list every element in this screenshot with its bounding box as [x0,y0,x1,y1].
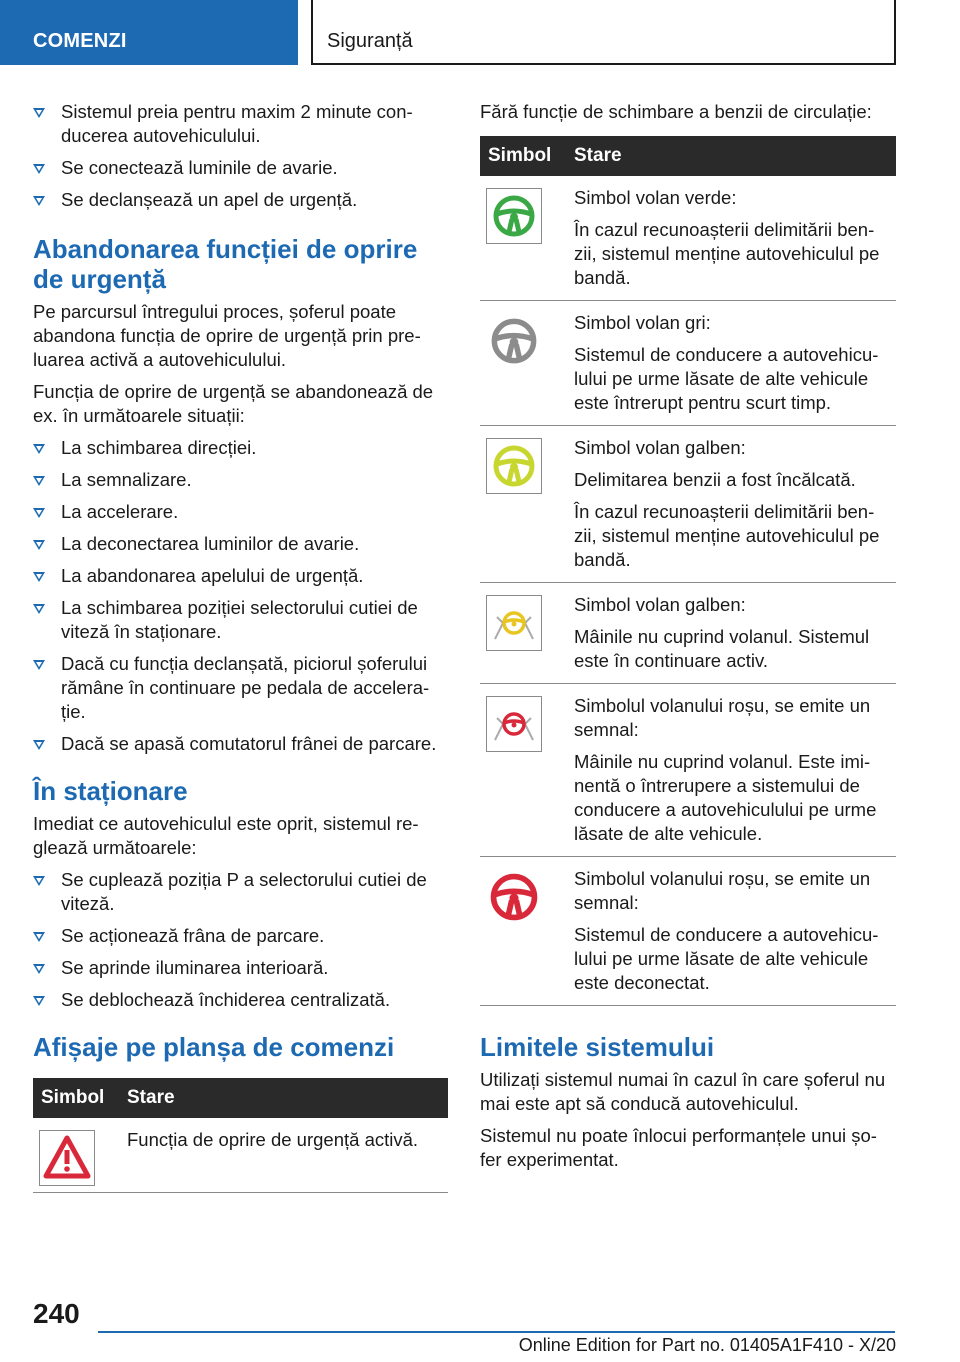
list-item: La semnalizare. [33,468,448,492]
list-item: Se cuplează poziția P a selectorului cutiei de viteză. [33,868,448,916]
abandon-situations-list [33,436,448,756]
bullet-triangle-icon [33,476,45,486]
symbol-cell [480,684,566,857]
table-row [480,583,896,684]
table-row [33,1118,448,1193]
paragraph: Sistemul nu poate înlocui performanțele unui șo-fer experimentat. [480,1125,877,1170]
state-cell: Simbol volan galben: Mâinile nu cuprind volanul. Sistemul este în continuare activ. [566,583,896,684]
symbol-cell [33,1118,119,1193]
bullet-triangle-icon [33,996,45,1006]
bullet-triangle-icon [33,164,45,174]
list-item: Se declanșează un apel de urgență. [33,188,448,212]
state-cell: Simbol volan verde: În cazul recunoașterii delimitării ben-zii, sistemul menține autovehiculul pe bandă. [566,176,896,301]
list-item: Dacă se apasă comutatorul frânei de parcare. [33,732,448,756]
symbol-cell [480,857,566,1006]
table-row [480,684,896,857]
state-cell: Funcția de oprire de urgență activă. [119,1118,448,1193]
steering-wheel-gray-icon [486,313,542,369]
warning-triangle-icon [39,1130,95,1186]
bullet-triangle-icon [33,444,45,454]
table-header-row [33,1078,448,1118]
steering-wheel-hands-red-icon [486,696,542,752]
table-row [480,176,896,301]
column-header-symbol: Simbol [33,1078,119,1118]
bullet-triangle-icon [33,932,45,942]
paragraph: Utilizați sistemul numai în cazul în care șoferul nu mai este apt să conducă autovehiculul. [480,1069,886,1114]
table-header-row [480,136,896,176]
state-cell: Simbol volan galben: Delimitarea benzii a fost încălcată. În cazul recunoașterii delimitării ben-zii, sistemul menține autovehiculul pe bandă. [566,426,896,583]
state-cell: Simbolul volanului roșu, se emite un semnal: Mâinile nu cuprind volanul. Este imi-nentă o întrerupere a sistemului de conducere a autovehiculului pe urme lăsate de alte vehicule. [566,684,896,857]
steering-wheel-green-icon [486,188,542,244]
steering-wheel-hands-yellow-icon [486,595,542,651]
heading-abandon: Abandonarea funcției de oprire de urgență [33,234,418,294]
list-item: Dacă cu funcția declanșată, piciorul șoferului rămâne în continuare pe pedala de accelera-ție. [33,652,448,724]
list-item: La schimbarea poziției selectorului cutiei de viteză în staționare. [33,596,448,644]
heading-afisaje: Afișaje pe planșa de comenzi [33,1032,395,1062]
right-column [480,100,896,1180]
chapter-header [311,0,896,65]
bullet-triangle-icon [33,108,45,118]
list-item: Se aprinde iluminarea interioară. [33,956,448,980]
bullet-triangle-icon [33,196,45,206]
paragraph: Pe parcursul întregului proces, șoferul poate abandona funcția de oprire de urgență prin pre-luarea activă a autovehiculului. [33,301,421,370]
symbol-cell [480,176,566,301]
paragraph: Funcția de oprire de urgență se abandonează de ex. în următoarele situații: [33,381,434,426]
left-column [33,100,448,1193]
state-cell: Simbol volan gri: Sistemul de conducere a autovehicu-lului pe urme lăsate de alte vehicule este întrerupt pentru scurt timp. [566,301,896,426]
table-intro: Fără funcție de schimbare a benzii de circulație: [480,101,872,122]
list-item: La accelerare. [33,500,448,524]
display-symbols-table [33,1078,448,1193]
stationare-actions-list [33,868,448,1012]
table-row [480,857,896,1006]
list-item: La deconectarea luminilor de avarie. [33,532,448,556]
emergency-stop-actions-list [33,100,448,212]
bullet-triangle-icon [33,572,45,582]
lane-symbols-table [480,136,896,1006]
steering-wheel-red-icon [486,869,542,925]
list-item: La schimbarea direcției. [33,436,448,460]
heading-stationare: În staționare [33,776,188,806]
column-header-state: Stare [119,1078,448,1118]
symbol-cell [480,583,566,684]
symbol-cell [480,301,566,426]
page-number: 240 [33,1298,80,1329]
table-row [480,426,896,583]
list-item: Se deblochează închiderea centralizată. [33,988,448,1012]
bullet-triangle-icon [33,508,45,518]
chapter-title: Siguranță [327,30,413,52]
list-item: La abandonarea apelului de urgență. [33,564,448,588]
bullet-triangle-icon [33,540,45,550]
section-tab [0,0,298,65]
column-header-state: Stare [566,136,896,176]
state-cell: Simbolul volanului roșu, se emite un semnal: Sistemul de conducere a autovehicu-lului pe urme lăsate de alte vehicule este deconectat. [566,857,896,1006]
list-item: Se conectează luminile de avarie. [33,156,448,180]
list-item: Sistemul preia pentru maxim 2 minute con-ducerea autovehiculului. [33,100,448,148]
bullet-triangle-icon [33,660,45,670]
footer-divider [98,1331,895,1333]
table-row [480,301,896,426]
bullet-triangle-icon [33,964,45,974]
heading-limite: Limitele sistemului [480,1032,715,1062]
bullet-triangle-icon [33,740,45,750]
steering-wheel-yellow-icon [486,438,542,494]
bullet-triangle-icon [33,876,45,886]
column-header-symbol: Simbol [480,136,566,176]
edition-note: Online Edition for Part no. 01405A1F410 - X/20 [518,1335,896,1355]
symbol-cell [480,426,566,583]
bullet-triangle-icon [33,604,45,614]
paragraph: Imediat ce autovehiculul este oprit, sistemul re-glează următoarele: [33,813,419,858]
list-item: Se acționează frâna de parcare. [33,924,448,948]
section-title: COMENZI [33,30,127,52]
